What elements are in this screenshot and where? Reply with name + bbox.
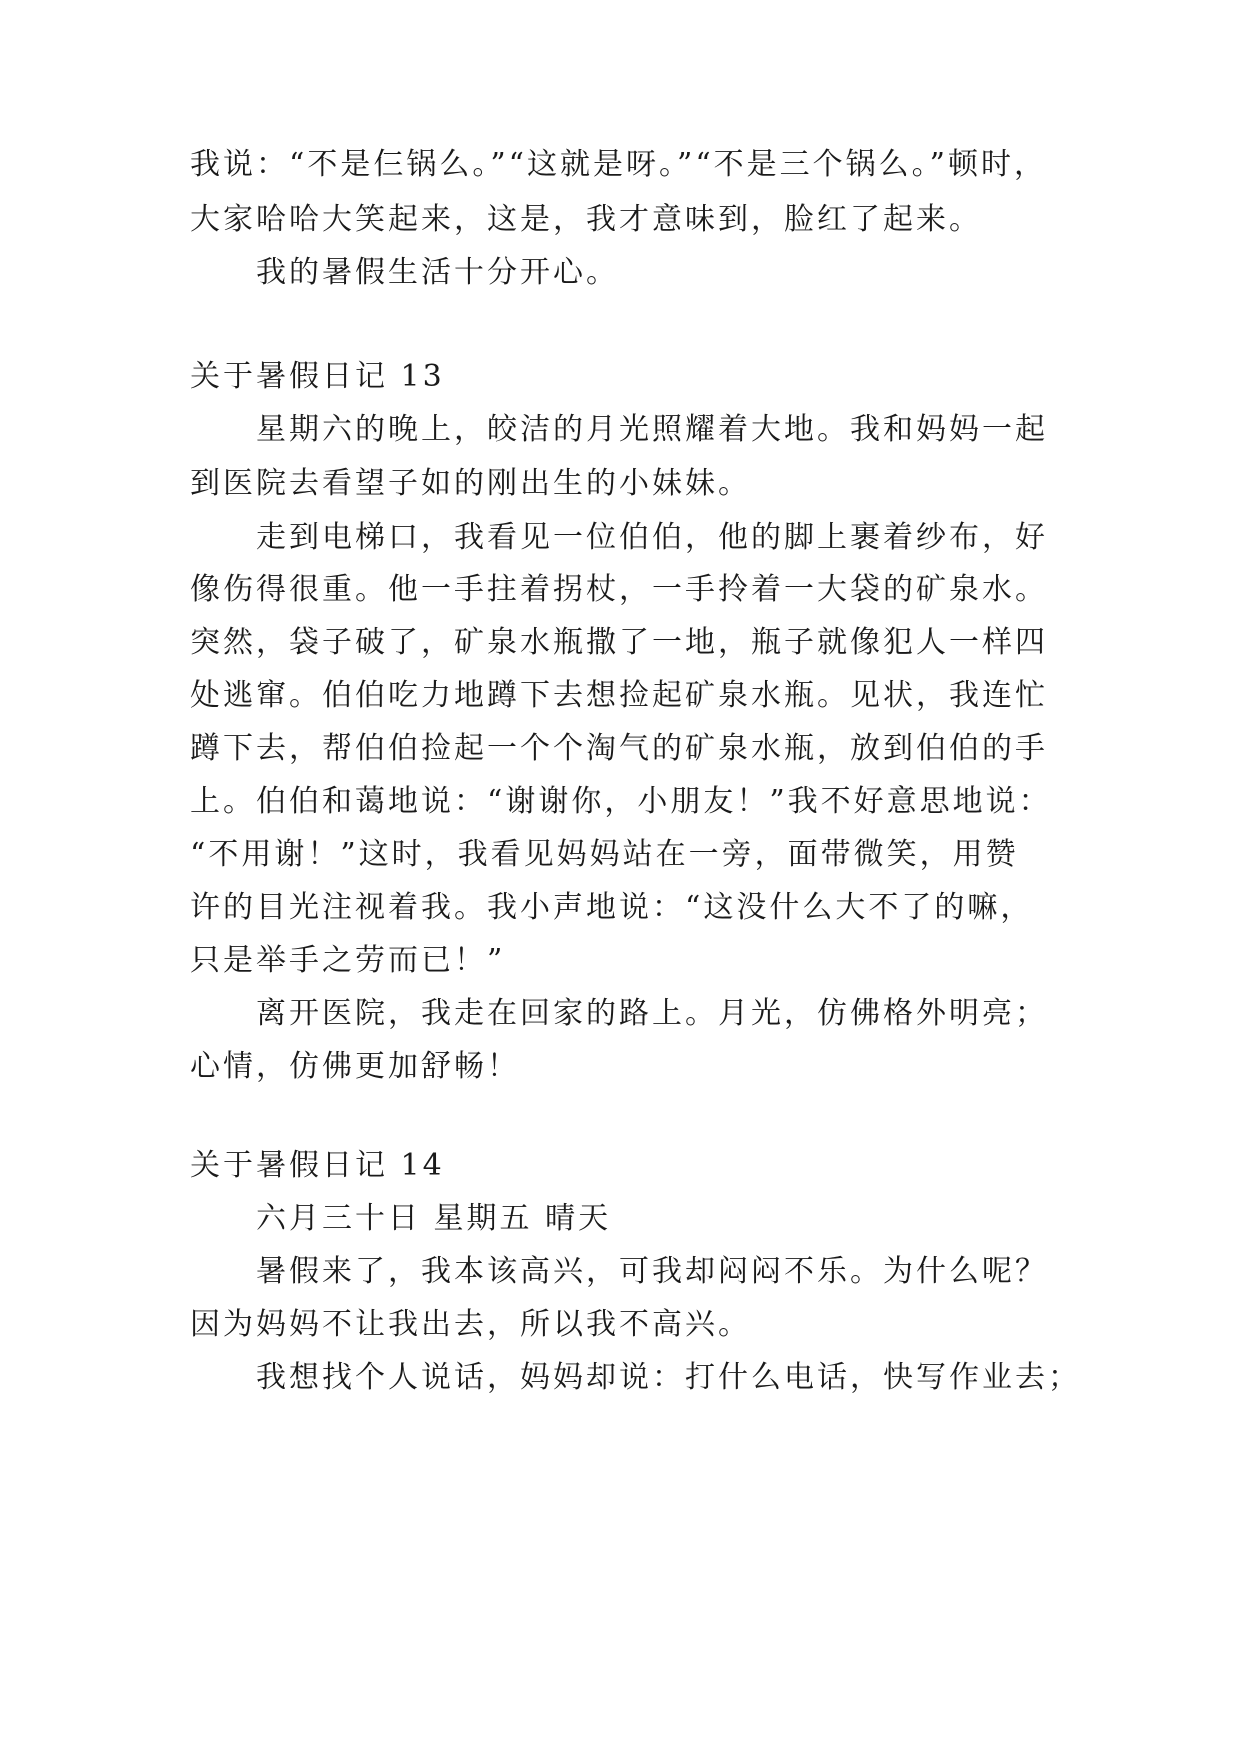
paragraph-line: 蹲下去，帮伯伯捡起一个个淘气的矿泉水瓶，放到伯伯的手 <box>190 731 1048 766</box>
paragraph-line: 只是举手之劳而已！” <box>190 943 506 978</box>
paragraph-line: 处逃窜。伯伯吃力地蹲下去想捡起矿泉水瓶。见状，我连忙 <box>190 678 1048 713</box>
paragraph-line: 突然，袋子破了，矿泉水瓶撒了一地，瓶子就像犯人一样四 <box>190 625 1048 660</box>
paragraph-line: 许的目光注视着我。我小声地说：“这没什么大不了的嘛， <box>190 890 1034 925</box>
paragraph-line: 因为妈妈不让我出去，所以我不高兴。 <box>190 1307 751 1342</box>
date-weather-line: 六月三十日 星期五 晴天 <box>256 1201 612 1236</box>
section-heading: 关于暑假日记 13 <box>190 359 445 394</box>
paragraph-line: 走到电梯口，我看见一位伯伯，他的脚上裹着纱布，好 <box>256 520 1048 555</box>
paragraph-line: 我的暑假生活十分开心。 <box>256 255 619 290</box>
paragraph-line: 心情，仿佛更加舒畅！ <box>190 1049 520 1084</box>
paragraph-line: 我想找个人说话，妈妈却说：打什么电话，快写作业去； <box>256 1360 1081 1395</box>
paragraph-line: 暑假来了，我本该高兴，可我却闷闷不乐。为什么呢？ <box>256 1254 1048 1289</box>
paragraph-line: 像伤得很重。他一手拄着拐杖，一手拎着一大袋的矿泉水。 <box>190 572 1048 607</box>
paragraph-line: 星期六的晚上，皎洁的月光照耀着大地。我和妈妈一起 <box>256 412 1048 447</box>
paragraph-line: 大家哈哈大笑起来，这是，我才意味到，脸红了起来。 <box>190 202 982 237</box>
paragraph-line: 我说：“不是仨锅么。”“这就是呀。”“不是三个锅么。”顿时， <box>190 147 1048 182</box>
paragraph-line: 上。伯伯和蔼地说：“谢谢你，小朋友！”我不好意思地说： <box>190 784 1052 819</box>
paragraph-line: 到医院去看望子如的刚出生的小妹妹。 <box>190 466 751 501</box>
paragraph-line: “不用谢！”这时，我看见妈妈站在一旁，面带微笑，用赞 <box>190 837 1019 872</box>
paragraph-line: 离开医院，我走在回家的路上。月光，仿佛格外明亮； <box>256 996 1048 1031</box>
section-heading: 关于暑假日记 14 <box>190 1148 445 1183</box>
